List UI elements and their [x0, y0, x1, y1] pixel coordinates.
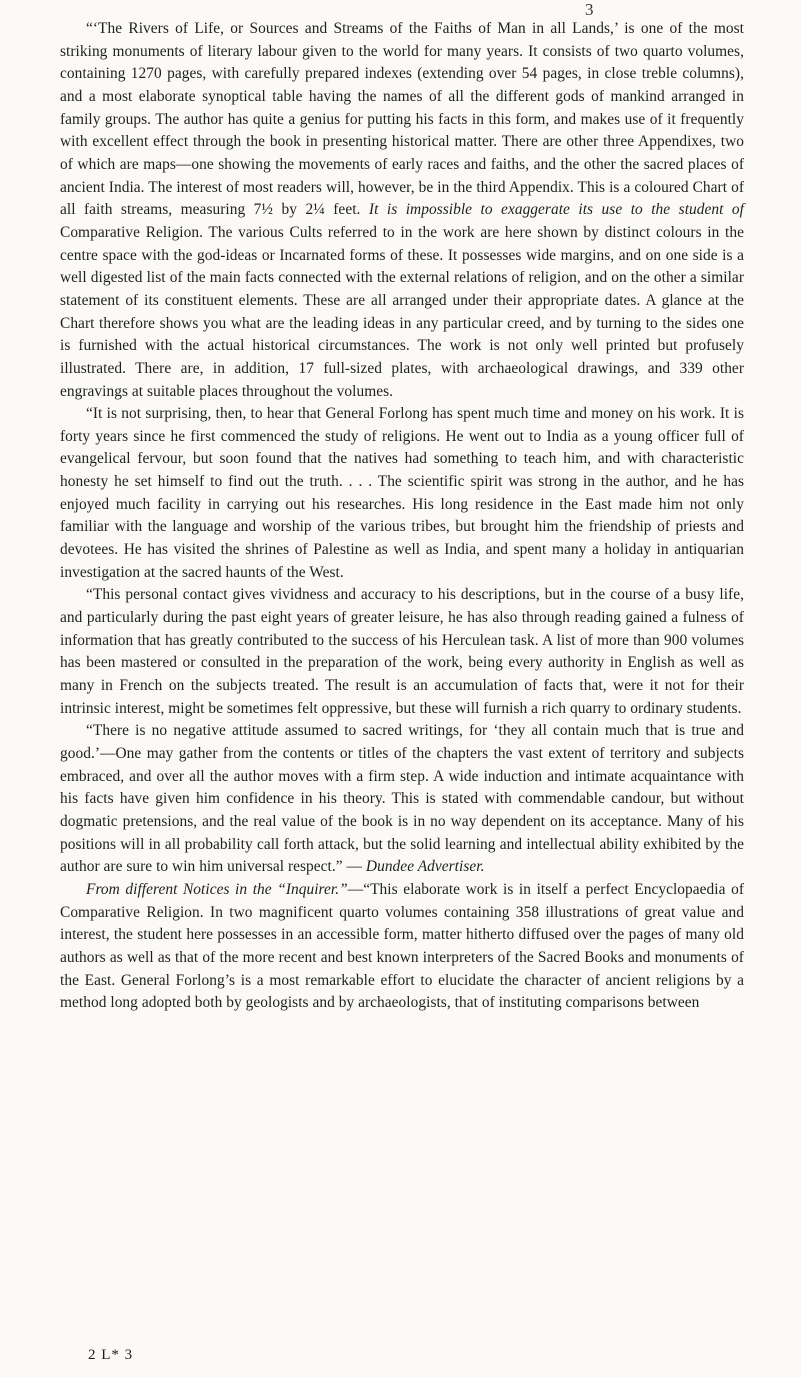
paragraph-inquirer-notice — [60, 879, 744, 1015]
emphasis-text: It is impossible to exaggerate its use to the student of — [368, 201, 745, 219]
notice-label: From different Notices in the “Inquirer.” — [86, 880, 348, 898]
quote-text: “This personal contact gives vividness and accuracy to his descriptions, but in the course of a busy life, and particularly during the past eight years of greater leisure, he has also through reading gained a fulness of information that has greatly contributed to the success of his Herculean task. A list of more than 900 volumes has been mastered or consulted in the preparation of the work, being every authority in English as well as many in French on the subjects treated. The result is an accumulation of facts that, were it not for their intrinsic interest, might be sometimes felt oppressive, but these will furnish a rich quarry to ordinary students. — [60, 586, 744, 717]
quote-text: —“This elaborate work is in itself a perfect Encyclopaedia of Comparative Religion. In two magnificent quarto volumes containing 358 illustrations of great value and interest, the student here possesses in an accessible form, matter hitherto diffused over the pages of many old authors as well as that of the more recent and best known interpreters of the Sacred Books and monuments of the East. General Forlong’s is a most remarkable effort to elucidate the character of ancient religions by a method long adopted both by geologists and by archaeologists, that of instituting comparisons between — [60, 880, 744, 1012]
paragraph-general-forlong — [60, 403, 744, 584]
quote-text: “There is no negative attitude assumed to sacred writings, for ‘they all contain much that is true and good.’—One may gather from the contents or titles of the chapters the vast extent of territory and subjects embraced, and over all the author moves with a firm step. A wide induction and intimate acquaintance with his facts have given him confidence in his theory. This is stated with commendable candour, but without dogmatic pretensions, and the real value of the book is in no way dependent on its acceptance. Many of his positions will in all probability call forth attack, but the solid learning and intellectual ability exhibited by the author are sure to win him universal respect.” — — [60, 722, 744, 876]
printer-signature-mark: 2 L* 3 — [88, 1347, 134, 1363]
source-attribution: Dundee Advertiser. — [365, 858, 485, 876]
quote-text: “‘The Rivers of Life, or Sources and Streams of the Faiths of Man in all Lands,’ is one of the most striking monuments of literary labour given to the world for many years. It consists of two quarto volumes, containing 1270 pages, with carefully prepared indexes (extending over 54 pages, in close treble columns), and a most elaborate synoptical table having the names of all the different gods of mankind arranged in family groups. The author has quite a genius for putting his facts in this form, and makes use of it frequently with excellent effect through the book in presenting historical matter. There are other three Appendixes, two of which are maps—one showing the movements of early races and faiths, and the other the sacred places of ancient India. The interest of most readers will, however, be in the third Appendix. This is a coloured Chart of all faith streams, measuring 7½ by 2¼ feet. — [60, 20, 744, 219]
page-number: 3 — [585, 0, 594, 19]
paragraph-personal-contact — [60, 584, 744, 720]
body-text — [60, 18, 744, 1015]
quote-text: Comparative Religion. The various Cults referred to in the work are here shown by distinct colours in the centre space with the god-ideas or Incarnated forms of these. It possesses wide margins, and on one side is a well digested list of the main facts connected with the external relations of religion, and on the other a similar statement of its constituent elements. These are all arranged under their appropriate dates. A glance at the Chart therefore shows you what are the leading ideas in any particular creed, and by turning to the sides one is furnished with the actual historical circumstances. The work is not only well printed but profusely illustrated. There are, in addition, 17 full-sized plates, with archaeological drawings, and 339 other engravings at suitable places throughout the volumes. — [60, 223, 744, 400]
paragraph-negative-attitude — [60, 720, 744, 879]
paragraph-rivers-of-life — [60, 18, 744, 403]
quote-text: “It is not surprising, then, to hear that General Forlong has spent much time and money on his work. It is forty years since he first commenced the study of religions. He went out to India as a young officer full of evangelical fervour, but soon found that the natives had something to teach him, and with characteristic honesty he set himself to find out the truth. . . . The scientific spirit was strong in the author, and he has enjoyed much facility in carrying out his researches. His long residence in the East made him not only familiar with the language and worship of the various tribes, but brought him the friendship of priests and devotees. He has visited the shrines of Palestine as well as India, and spent many a holiday in antiquarian investigation at the sacred haunts of the West. — [60, 405, 744, 581]
